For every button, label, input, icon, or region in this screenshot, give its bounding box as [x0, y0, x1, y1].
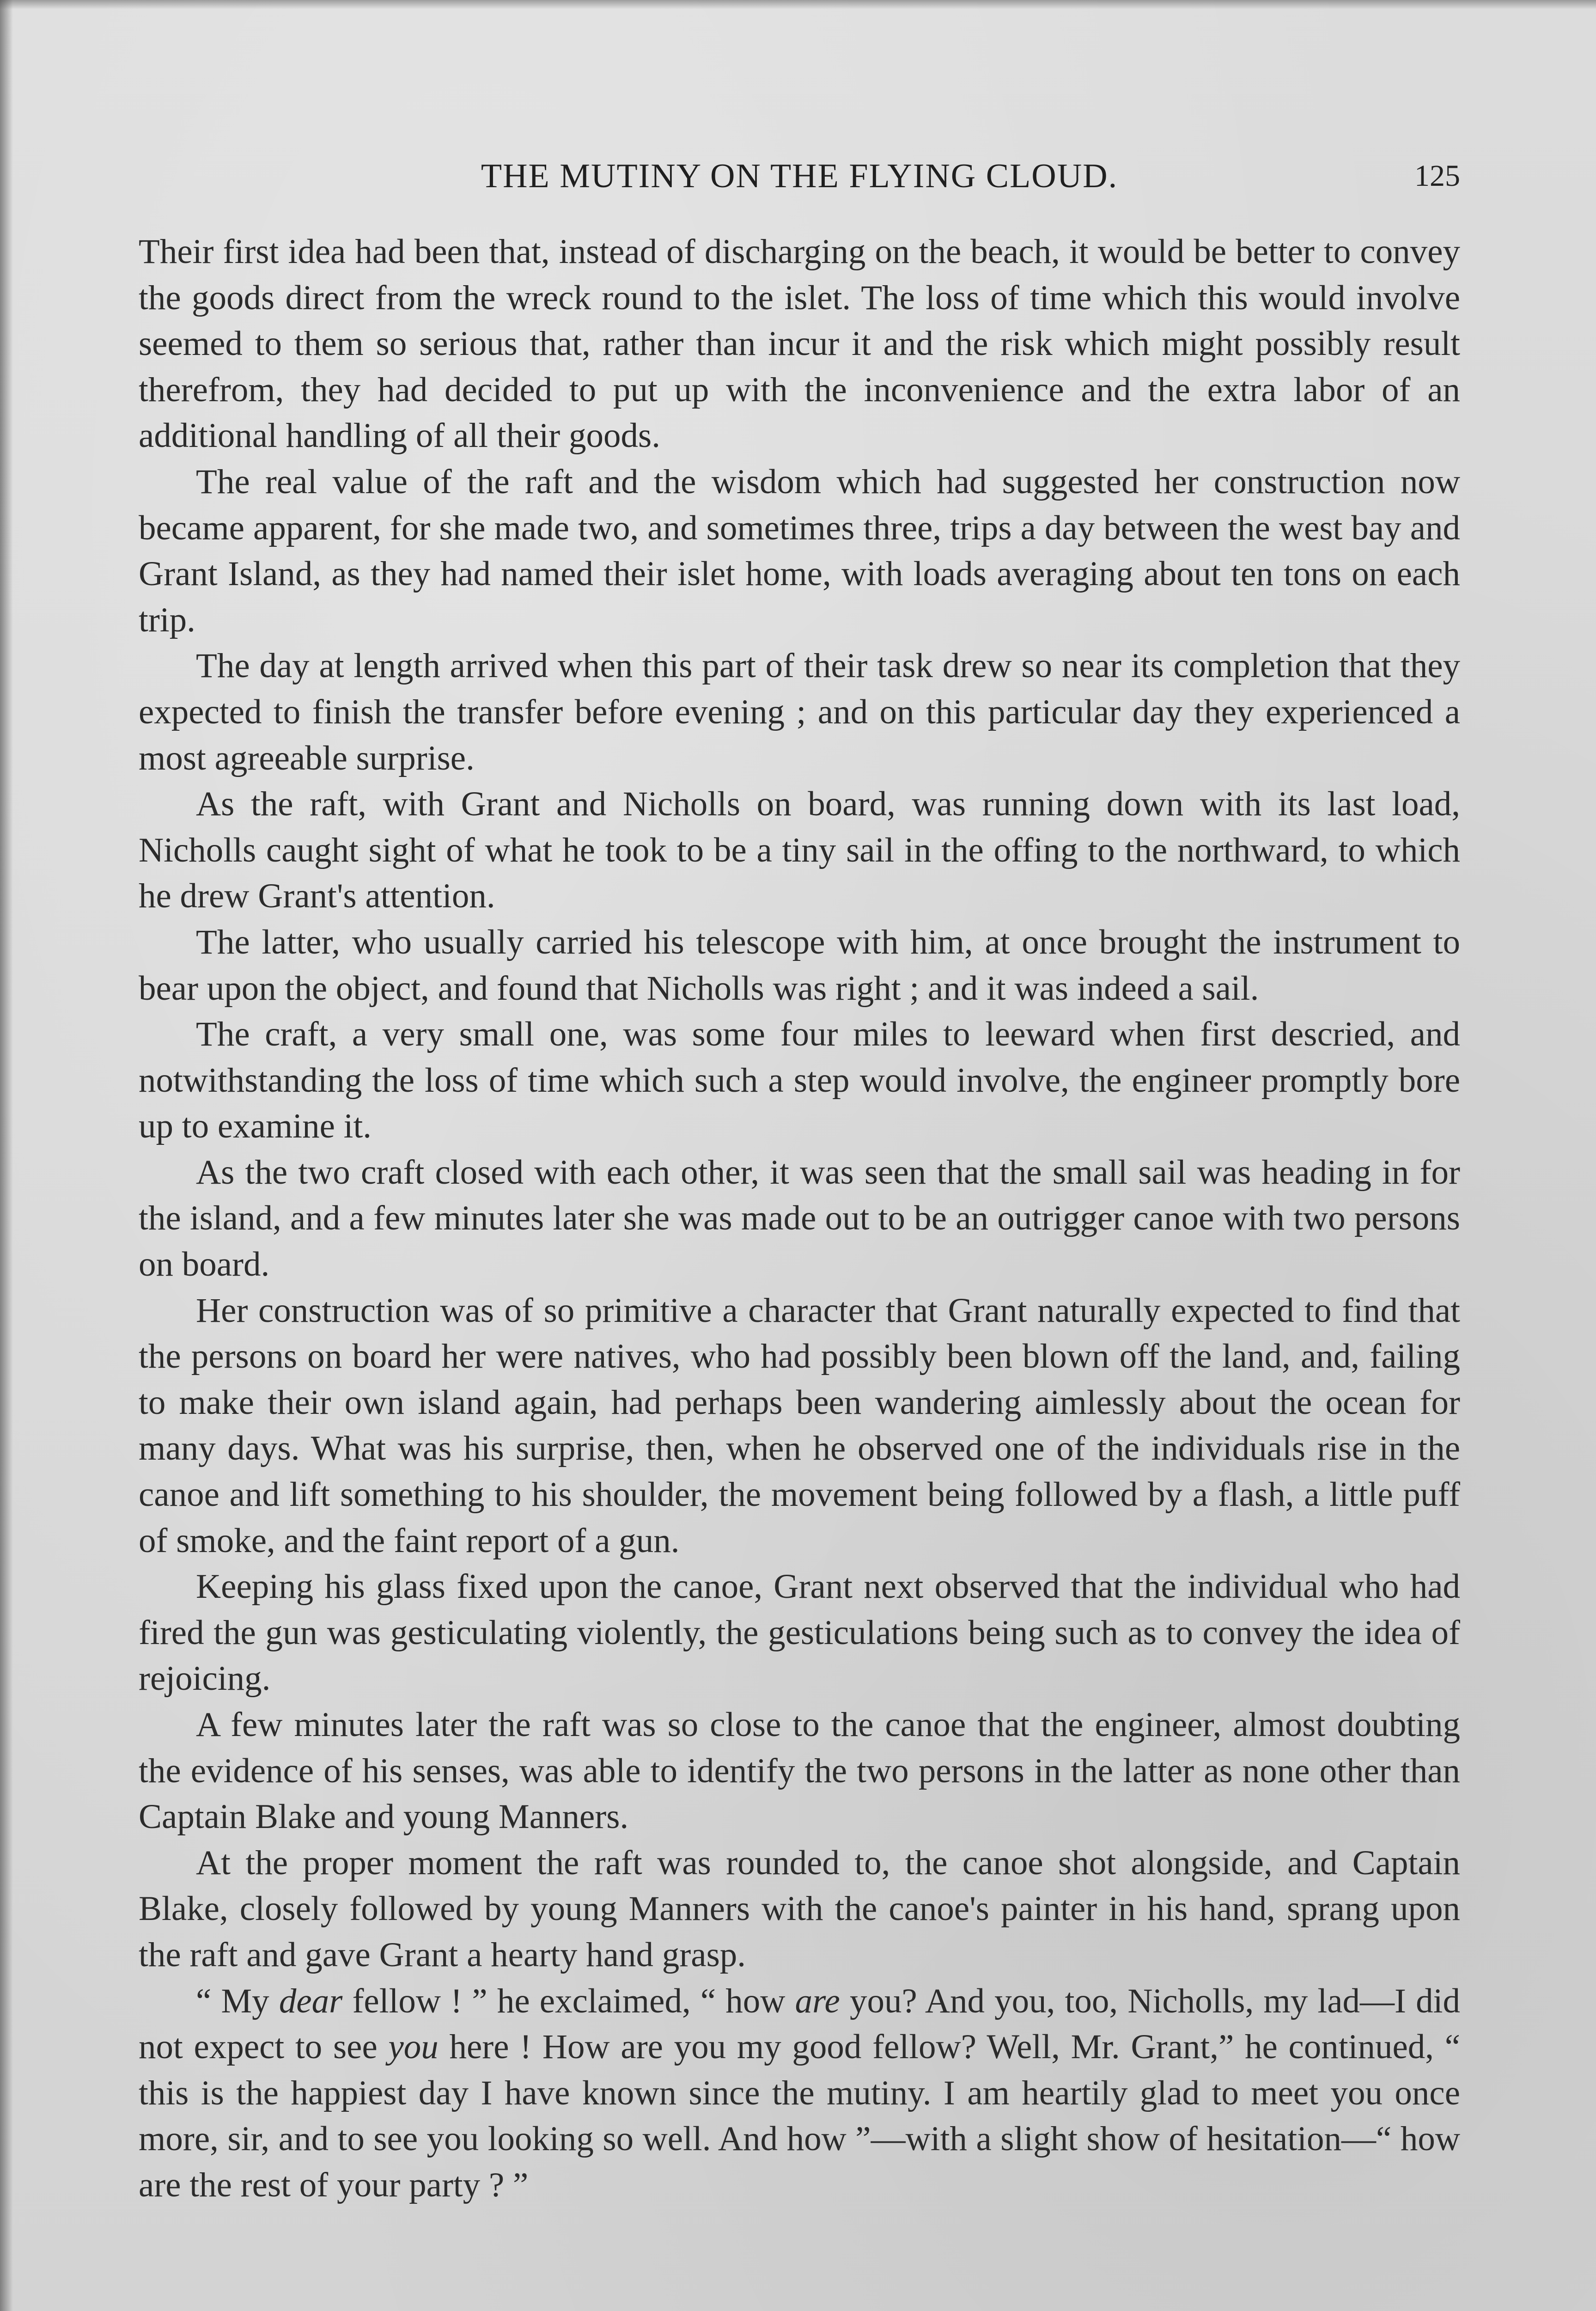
- dialogue-text: here ! How are you my good fellow? Well, Mr. Grant,” he continued, “ this is the happiest day I have known since the mutiny. I am heartily glad to meet you once more, sir, and to see you looking so well. And how ”—with a slight show of hesitation—“ how are the rest of your party ? ”: [139, 2028, 1460, 2204]
- paragraph-9: Keeping his glass fixed upon the canoe, Grant next observed that the individual who had fired the gun was gesticulating violently, the gesticulations being such as to convey the idea of rejoicing.: [139, 1567, 1460, 1698]
- emphasis-are: are: [795, 1981, 840, 2020]
- body-text: [139, 229, 1460, 2208]
- running-head-title: THE MUTINY ON THE FLYING CLOUD.: [481, 157, 1118, 195]
- paragraph-11: At the proper moment the raft was rounded to, the canoe shot alongside, and Captain Blake, closely followed by young Manners with the canoe's painter in his hand, sprang upon the raft and gave Grant a hearty hand grasp.: [139, 1843, 1460, 1974]
- emphasis-dear: dear: [279, 1981, 343, 2020]
- scan-edge-shadow-left: [0, 0, 13, 2311]
- paragraph-2: The real value of the raft and the wisdom which had suggested her construction now became apparent, for she made two, and sometimes three, trips a day between the west bay and Grant Island, as they had named their islet home, with loads averaging about ten tons on each trip.: [139, 462, 1460, 639]
- paragraph-7: As the two craft closed with each other, it was seen that the small sail was heading in for the island, and a few minutes later she was made out to be an outrigger canoe with two persons on board.: [139, 1153, 1460, 1284]
- emphasis-you: you: [388, 2028, 439, 2066]
- dialogue-text: fellow ! ” he exclaimed, “ how: [342, 1981, 795, 2020]
- paragraph-5: The latter, who usually carried his telescope with him, at once brought the instrument to bear upon the object, and found that Nicholls was right ; and it was indeed a sail.: [139, 923, 1460, 1008]
- paragraph-1: Their first idea had been that, instead of discharging on the beach, it would be better to convey the goods direct from the wreck round to the islet. The loss of time which this would involve seemed to them so serious that, rather than incur it and the risk which might possibly result therefrom, they had decided to put up with the inconvenience and the extra labor of an additional handling of all their goods.: [139, 232, 1460, 455]
- page-header: [139, 155, 1460, 197]
- paragraph-6: The craft, a very small one, was some four miles to leeward when first descried, and notwithstanding the loss of time which such a step would involve, the engineer promptly bore up to examine it.: [139, 1015, 1460, 1146]
- paragraph-10: A few minutes later the raft was so close to the canoe that the engineer, almost doubting the evidence of his senses, was able to identify the two persons in the latter as none other than Captain Blake and young Manners.: [139, 1706, 1460, 1836]
- dialogue-text: “ My: [196, 1981, 279, 2020]
- paragraph-12-dialogue: [139, 1978, 1460, 2208]
- paragraph-3: The day at length arrived when this part of their task drew so near its completion that they expected to finish the transfer before evening ; and on this particular day they experienced a most agreeable surprise.: [139, 647, 1460, 777]
- page-number: 125: [1414, 159, 1460, 193]
- paragraph-8: Her construction was of so primitive a character that Grant naturally expected to find that the persons on board her were natives, who had possibly been blown off the land, and, failing to make their own island again, had perhaps been wandering aimlessly about the ocean for many days. What was his surprise, then, when he observed one of the individuals rise in the canoe and lift something to his shoulder, the movement being followed by a flash, a little puff of smoke, and the faint report of a gun.: [139, 1291, 1460, 1560]
- paragraph-4: As the raft, with Grant and Nicholls on board, was running down with its last load, Nicholls caught sight of what he took to be a tiny sail in the offing to the northward, to which he drew Grant's attention.: [139, 785, 1460, 916]
- dialogue-text: you? And you, too, Nicholls, my lad—I did not expect to see: [139, 1981, 1460, 2066]
- scan-edge-shadow-top: [0, 0, 1596, 9]
